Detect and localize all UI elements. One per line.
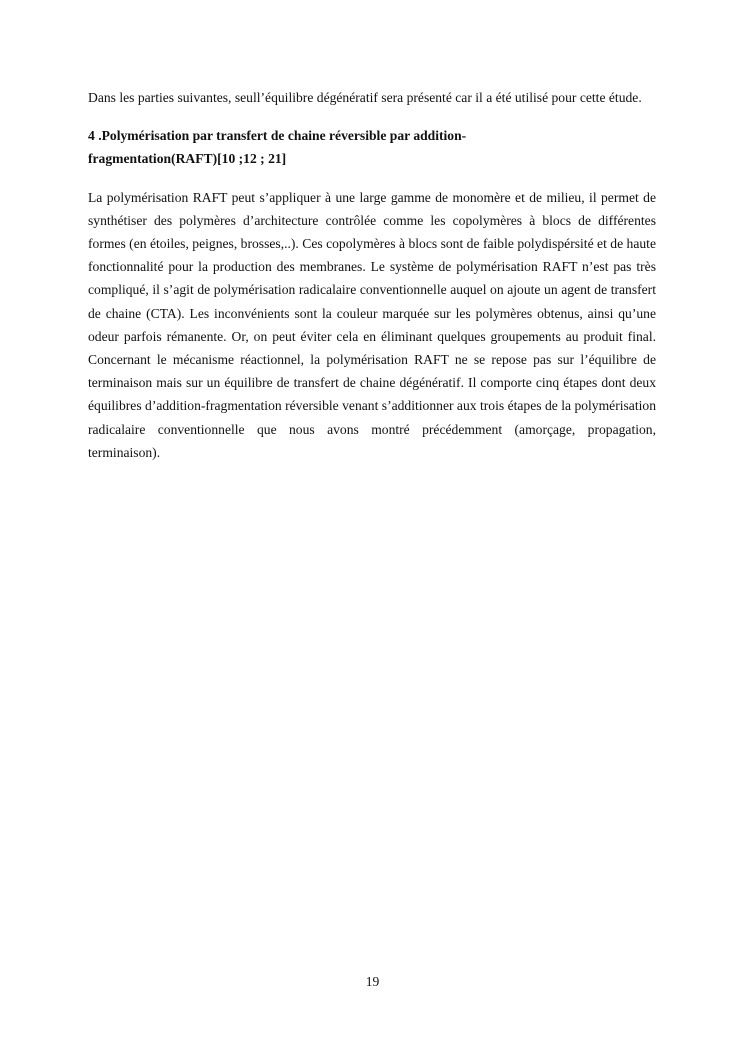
page-content (88, 86, 656, 464)
section-heading-line-1: 4 .Polymérisation par transfert de chaine réversible par addition- (88, 128, 467, 144)
section-heading-line-2: fragmentation(RAFT)[10 ;12 ; 21] (88, 151, 287, 167)
section-heading (88, 124, 656, 170)
intro-paragraph: Dans les parties suivantes, seull’équilibre dégénératif sera présenté car il a été utilisé pour cette étude. (88, 90, 642, 105)
page-number: 19 (365, 974, 380, 989)
raft-paragraph: La polymérisation RAFT peut s’appliquer à une large gamme de monomère et de milieu, il permet de synthétiser des polymères d’architecture contrôlée comme les copolymères à blocs de différentes formes (en étoiles, peignes, brosses,..). Ces copolymères à blocs sont de faible polydispérsité et de haute fonctionnalité pour la production des membranes. Le système de polymérisation RAFT n’est pas très compliqué, il s’agit de polymérisation radicalaire conventionnelle auquel on ajoute un agent de transfert de chaine (CTA). Les inconvénients sont la couleur marquée sur les polymères obtenus, ainsi qu’une odeur parfois rémanente. Or, on peut éviter cela en éliminant quelques groupements au produit final. Concernant le mécanisme réactionnel, la polymérisation RAFT ne se repose pas sur l’équilibre de terminaison mais sur un équilibre de transfert de chaine dégénératif. Il comporte cinq étapes dont deux équilibres d’addition-fragmentation réversible venant s’additionner aux trois étapes de la polymérisation radicalaire conventionnelle que nous avons montré précédemment (amorçage, propagation, terminaison). (88, 189, 656, 460)
